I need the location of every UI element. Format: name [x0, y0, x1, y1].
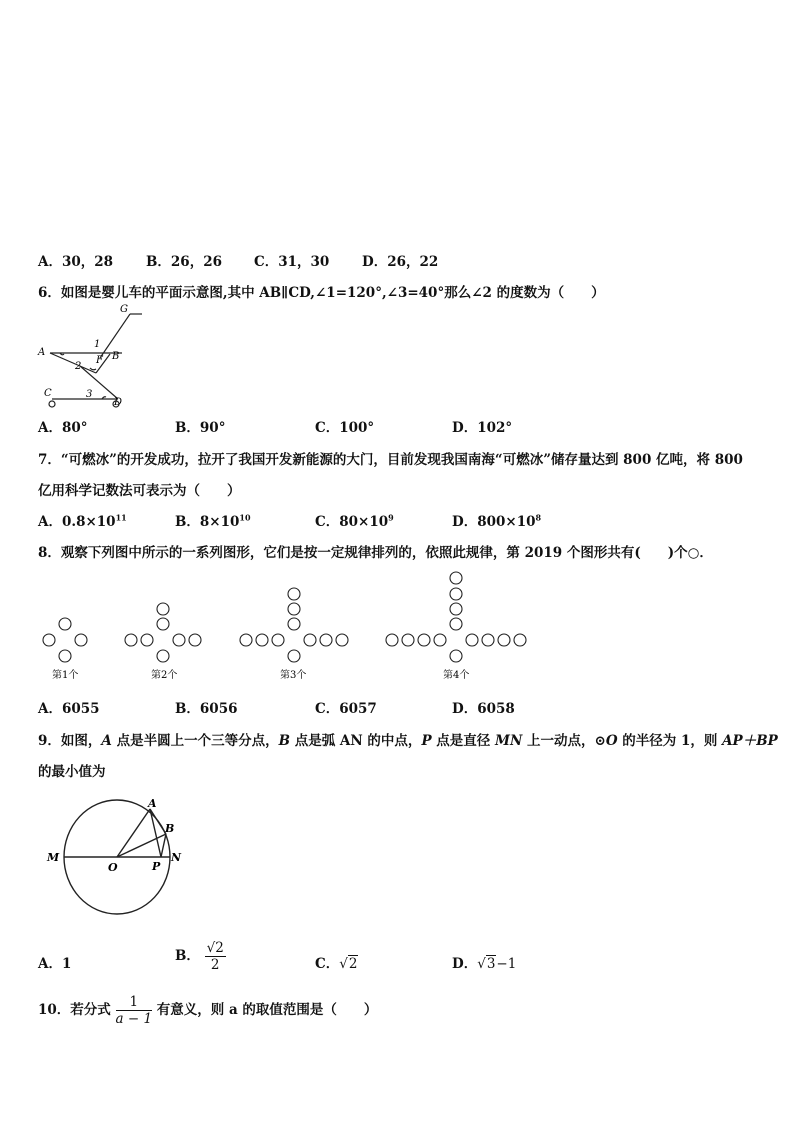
q7-stem-line2: 亿用科学记数法可表示为（ ）: [38, 483, 241, 499]
q9-label-o: O: [108, 861, 118, 874]
q9-option-b-numerator: √2: [206, 940, 224, 956]
q7-option-b-exp: 10: [239, 512, 251, 523]
q9-option-b-fraction: [205, 940, 226, 973]
q6-label-3: 3: [86, 389, 93, 400]
q9-var-a: A: [101, 733, 112, 749]
q9-text: 上一动点，⊙: [522, 733, 606, 749]
q9-option-c-sqrt: √2: [339, 956, 358, 972]
q10-text: 有意义，则 a 的取值范围是（ ）: [156, 1002, 378, 1018]
q9-label-a: A: [148, 797, 157, 810]
q7-option-c: [315, 510, 394, 530]
q10-denominator: a − 1: [115, 1011, 153, 1027]
q9-option-d-sqrt: √3: [477, 956, 496, 972]
q9-text: 9．如图，: [38, 733, 102, 749]
q8-caption-4: 第4个: [443, 670, 470, 681]
q9-label-p: P: [152, 860, 161, 873]
q6-option-d: D．102°: [452, 420, 513, 436]
q9-option-d-radicand: 3: [486, 956, 496, 972]
q9-text: 点是直径: [431, 733, 495, 749]
q5-option-d: D．26，22: [362, 254, 439, 270]
q6-option-c: C．100°: [315, 420, 375, 436]
q5-option-a: A．30，28: [38, 254, 114, 270]
q9-var-b: B: [278, 733, 291, 749]
q7-stem-line1: 7．“可燃冰”的开发成功，拉开了我国开发新能源的大门，目前发现我国南海“可燃冰”储存量达到 800 亿吨，将 800: [38, 452, 743, 468]
q8-option-c: C．6057: [315, 701, 377, 717]
q9-label-b: B: [165, 822, 175, 835]
q6-label-c: C: [44, 388, 52, 399]
q6-label-1: 1: [94, 339, 101, 350]
q6-option-a: A．80°: [38, 420, 88, 436]
q10-numerator: 1: [116, 994, 153, 1011]
q8-stem: 8．观察下列图中所示的一系列图形，它们是按一定规律排列的，依照此规律，第 2019 个图形共有( )个○．: [38, 545, 713, 561]
q6-option-b: B．90°: [175, 420, 226, 436]
q8-caption-3: 第3个: [280, 670, 307, 681]
q9-option-a: A．1: [38, 956, 72, 972]
q7-option-c-exp: 9: [388, 512, 394, 523]
q9-text: 的半径为 1，则: [617, 733, 723, 749]
q6-stroller-figure: [36, 300, 156, 412]
q9-option-d: [452, 952, 516, 972]
q9-option-d-label: D．: [452, 956, 478, 972]
q9-var-mn: MN: [495, 733, 523, 749]
q10-fraction: [116, 994, 153, 1027]
q5-option-c: C．31，30: [254, 254, 330, 270]
q9-stem-line1: [38, 729, 778, 749]
q6-label-d: D: [114, 397, 123, 408]
q8-option-d: D．6058: [452, 701, 515, 717]
q7-option-a-exp: 11: [115, 512, 127, 523]
q6-label-a: A: [38, 347, 46, 358]
q8-caption-2: 第2个: [151, 670, 178, 681]
q9-option-c-label: C．: [315, 956, 340, 972]
q9-option-d-tail: −1: [496, 956, 517, 972]
q10-stem: [38, 994, 377, 1027]
q7-option-c-base: C．80×10: [315, 514, 389, 530]
q9-option-b-label: B．: [175, 948, 200, 964]
q7-option-d: [452, 510, 541, 530]
q5-option-b: B．26，26: [146, 254, 222, 270]
q6-stem: 6．如图是婴儿车的平面示意图,其中 AB∥CD,∠1=120°,∠3=40°那么∠2 的度数为（ ）: [38, 285, 605, 301]
q6-label-b: B: [112, 351, 120, 362]
q7-option-d-base: D．800×10: [452, 514, 536, 530]
q9-stem-line2: 的最小值为: [38, 764, 106, 780]
q7-option-b-base: B．8×10: [175, 514, 240, 530]
q7-option-a: [38, 510, 127, 530]
q8-caption-1: 第1个: [52, 670, 79, 681]
q7-option-d-exp: 8: [535, 512, 542, 523]
q9-text: 点是半圆上一个三等分点，: [111, 733, 279, 749]
q9-text: 点是弧 AN 的中点，: [290, 733, 422, 749]
q10-text: 10．若分式: [38, 1002, 111, 1018]
q8-option-a: A．6055: [38, 701, 100, 717]
q7-option-b: [175, 510, 251, 530]
q9-option-b-denominator: 2: [210, 957, 220, 973]
q8-option-b: B．6056: [175, 701, 238, 717]
q9-option-c-radicand: 2: [348, 956, 358, 972]
q9-option-c: [315, 952, 358, 972]
q9-label-n: N: [171, 851, 182, 864]
q6-label-2: 2: [75, 361, 82, 372]
q9-var-o: O: [605, 733, 618, 749]
q9-expr-ap-bp: AP＋BP: [722, 733, 778, 749]
q9-circle-figure: [40, 790, 200, 920]
q6-label-g: G: [120, 304, 128, 315]
q9-var-p: P: [421, 733, 432, 749]
q9-option-b: [175, 940, 226, 973]
q9-label-m: M: [47, 851, 60, 864]
q7-option-a-base: A．0.8×10: [38, 514, 116, 530]
q6-label-f: F: [96, 355, 103, 366]
q8-circle-pattern-figure: [36, 568, 536, 683]
